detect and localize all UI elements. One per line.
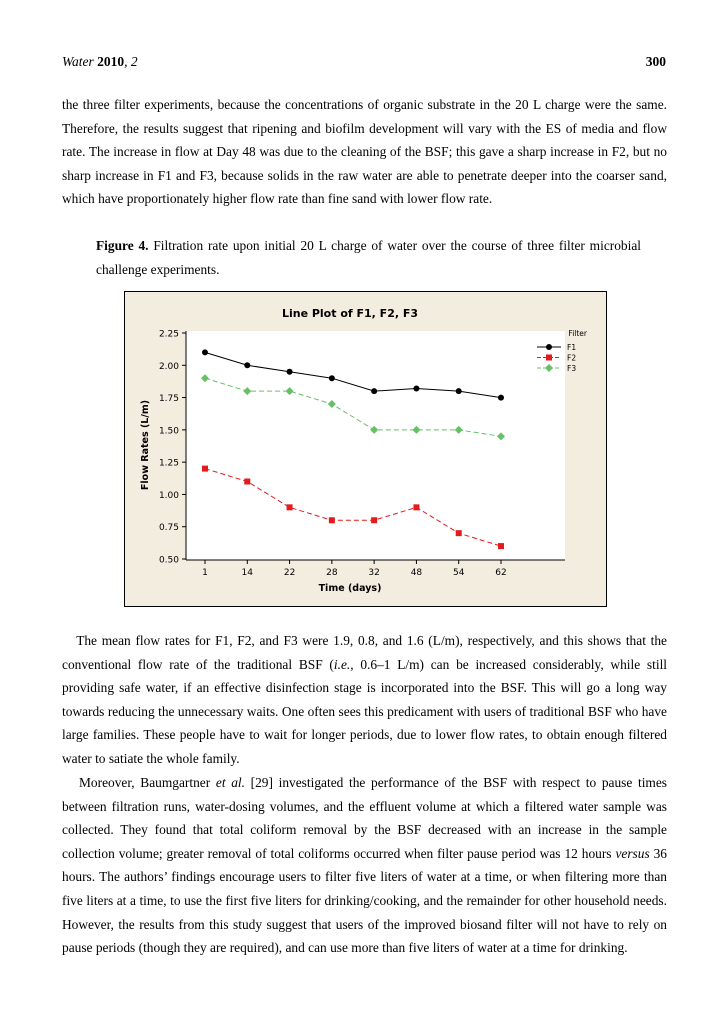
plot-area	[186, 331, 565, 560]
data-point-f1	[202, 349, 208, 355]
x-tick-label: 1	[202, 568, 208, 578]
para3-text-b: [29] investigated the performance of the BSF with respect to pause times between filtration runs, water-dosing volumes, and the effluent volume at which a filtered water sample was collected. They found that total coliform removal by the BSF decreased with an increase in the sample collection volume; greater removal of total coliforms occurred when filter pause period was 12 hours	[62, 775, 668, 861]
y-tick-label: 1.00	[158, 490, 179, 501]
x-tick-label: 28	[326, 568, 338, 578]
x-tick-label: 32	[368, 568, 380, 578]
journal-year: 2010	[97, 54, 125, 69]
para3-versus: versus	[615, 845, 650, 861]
figure-caption-text: Filtration rate upon initial 20 L charge of water over the course of three filter microbial challenge experiments.	[96, 238, 641, 277]
data-point-f2	[244, 479, 250, 485]
x-tick-label: 54	[452, 568, 465, 578]
y-tick-label: 1.50	[158, 426, 179, 437]
page-header	[62, 54, 666, 72]
data-point-f2	[287, 504, 293, 510]
y-tick-label: 2.00	[158, 361, 179, 372]
journal-name: Water	[62, 54, 94, 69]
y-tick-label: 0.75	[158, 523, 179, 534]
y-axis-label: Flow Rates (L/m)	[140, 399, 151, 491]
figure-caption	[96, 234, 641, 282]
page-number: 300	[645, 54, 666, 69]
chart-title: Line Plot of F1, F2, F3	[281, 307, 419, 320]
data-point-f1	[287, 369, 293, 375]
figure-label: Figure 4.	[96, 238, 149, 253]
data-point-f2	[456, 530, 462, 536]
paragraph-1: the three filter experiments, because the concentrations of organic substrate in the 20 L charge were the same. Therefore, the results suggest that ripening and biofilm development will vary with the ES of media and flow rate. The increase in flow at Day 48 was due to the cleaning of the BSF; this gave a sharp increase in F2, but no sharp increase in F1 and F3, because solids in the raw water are able to penetrate deeper into the coarser sand, which have proportionately higher flow rate than fine sand with lower flow rate.	[62, 97, 667, 207]
y-tick-label: 1.75	[158, 394, 179, 405]
data-point-f1	[244, 362, 250, 368]
data-point-f1	[413, 386, 419, 392]
data-point-f1	[371, 388, 377, 394]
x-axis-label: Time (days)	[318, 583, 382, 594]
data-point-f2	[498, 543, 504, 549]
para3-etal: et al.	[215, 775, 245, 790]
paragraph-3	[62, 771, 667, 960]
x-tick-label: 22	[283, 568, 296, 578]
x-tick-label: 62	[495, 568, 507, 578]
journal-volume: , 2	[124, 54, 138, 69]
para2-text-a: The mean flow rates for F1, F2, and F3 were 1.9, 0.8, and 1.6 (L/m), respectively, and this shows that the conventional flow rate of the traditional BSF (	[62, 633, 668, 672]
legend-label-f1: F1	[567, 343, 577, 352]
paragraph-2	[62, 629, 667, 771]
data-point-f2	[413, 504, 419, 510]
data-point-f1	[456, 388, 462, 394]
para3-text-a: Moreover, Baumgartner	[79, 775, 216, 790]
para2-text-b: , 0.6–1 L/m) can be increased considerably, while still providing safe water, if an effective disinfection stage is incorporated into the BSF. This will go a long way towards reducing the unnecessary waits. One often sees this predicament with users of traditional BSF who have large families. These people have to wait for longer periods, due to lower flow rates, to obtain enough filtered water to satiate the whole family.	[62, 656, 668, 766]
data-point-f2	[202, 466, 208, 472]
data-point-f1	[498, 395, 504, 401]
para3-text-c: 36 hours. The authors’ findings encourage users to filter five liters of water at a time, or when filtering more than five liters at a time, to use the first five liters for drinking/cooking, and the remainder for other household needs. However, the results from this study suggest that users of the improved biosand filter will not have to rely on pause periods (though they are required), and can use more than five liters of water at a time for drinking.	[62, 845, 667, 956]
y-tick-label: 0.50	[158, 555, 179, 566]
legend-marker-f2	[546, 355, 552, 361]
y-tick-label: 2.25	[158, 329, 179, 340]
legend-label-f3: F3	[567, 364, 577, 373]
data-point-f2	[371, 517, 377, 523]
legend-label-f2: F2	[567, 353, 577, 363]
journal-citation	[62, 54, 138, 70]
para2-ie: i.e.	[333, 656, 351, 672]
chart-svg	[124, 291, 607, 607]
legend-marker-f1	[546, 344, 552, 350]
x-tick-label: 14	[241, 568, 254, 578]
data-point-f2	[329, 517, 335, 523]
x-tick-label: 48	[410, 568, 423, 578]
legend-title: Filter	[568, 329, 587, 338]
line-chart	[124, 291, 607, 607]
data-point-f1	[329, 375, 335, 381]
y-tick-label: 1.25	[158, 458, 179, 469]
